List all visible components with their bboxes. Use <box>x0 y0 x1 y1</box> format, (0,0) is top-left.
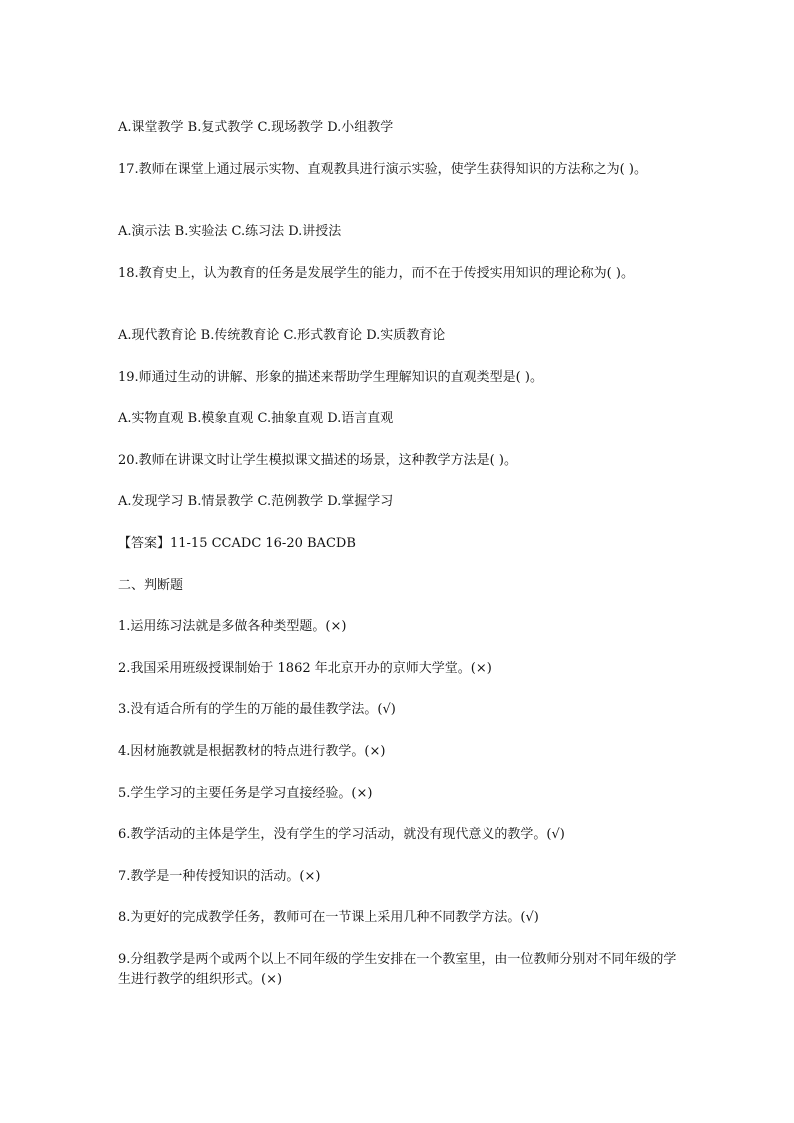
judgement-item: 3.没有适合所有的学生的万能的最佳教学法。(√) <box>118 702 396 717</box>
question-19-options: A.实物直观 B.模象直观 C.抽象直观 D.语言直观 <box>118 411 394 426</box>
question-18-options: A.现代教育论 B.传统教育论 C.形式教育论 D.实质教育论 <box>118 328 446 343</box>
section-title: 二、判断题 <box>118 578 184 593</box>
judgement-item: 4.因材施教就是根据教材的特点进行教学。(×) <box>118 744 386 759</box>
question-20-stem: 20.教师在讲课文时让学生模拟课文描述的场景，这种教学方法是( )。 <box>118 453 517 468</box>
judgement-item: 7.教学是一种传授知识的活动。(×) <box>118 869 321 884</box>
judgement-item: 2.我国采用班级授课制始于 1862 年北京开办的京师大学堂。(×) <box>118 661 492 676</box>
judgement-item: 9.分组教学是两个或两个以上不同年级的学生安排在一个教室里，由一位教师分别对不同年级的学生进行教学的组织形式。(×) <box>118 952 677 987</box>
judgement-item: 8.为更好的完成教学任务，教师可在一节课上采用几种不同教学方法。(√) <box>118 910 539 925</box>
question-18-stem: 18.教育史上，认为教育的任务是发展学生的能力，而不在于传授实用知识的理论称为( )。 <box>118 266 634 281</box>
question-20-options: A.发现学习 B.情景教学 C.范例教学 D.掌握学习 <box>118 494 394 509</box>
question-19-stem: 19.师通过生动的讲解、形象的描述来帮助学生理解知识的直观类型是( )。 <box>118 370 543 385</box>
judgement-item: 1.运用练习法就是多做各种类型题。(×) <box>118 619 347 634</box>
question-17-options: A.演示法 B.实验法 C.练习法 D.讲授法 <box>118 224 342 239</box>
answer-key: 【答案】11-15 CCADC 16-20 BACDB <box>118 536 356 551</box>
question-17-stem: 17.教师在课堂上通过展示实物、直观教具进行演示实验，使学生获得知识的方法称之为( )。 <box>118 162 647 177</box>
judgement-item: 6.教学活动的主体是学生，没有学生的学习活动，就没有现代意义的教学。(√) <box>118 827 565 842</box>
question-16-options: A.课堂教学 B.复式教学 C.现场教学 D.小组教学 <box>118 120 394 135</box>
judgement-item: 5.学生学习的主要任务是学习直接经验。(×) <box>118 786 373 801</box>
